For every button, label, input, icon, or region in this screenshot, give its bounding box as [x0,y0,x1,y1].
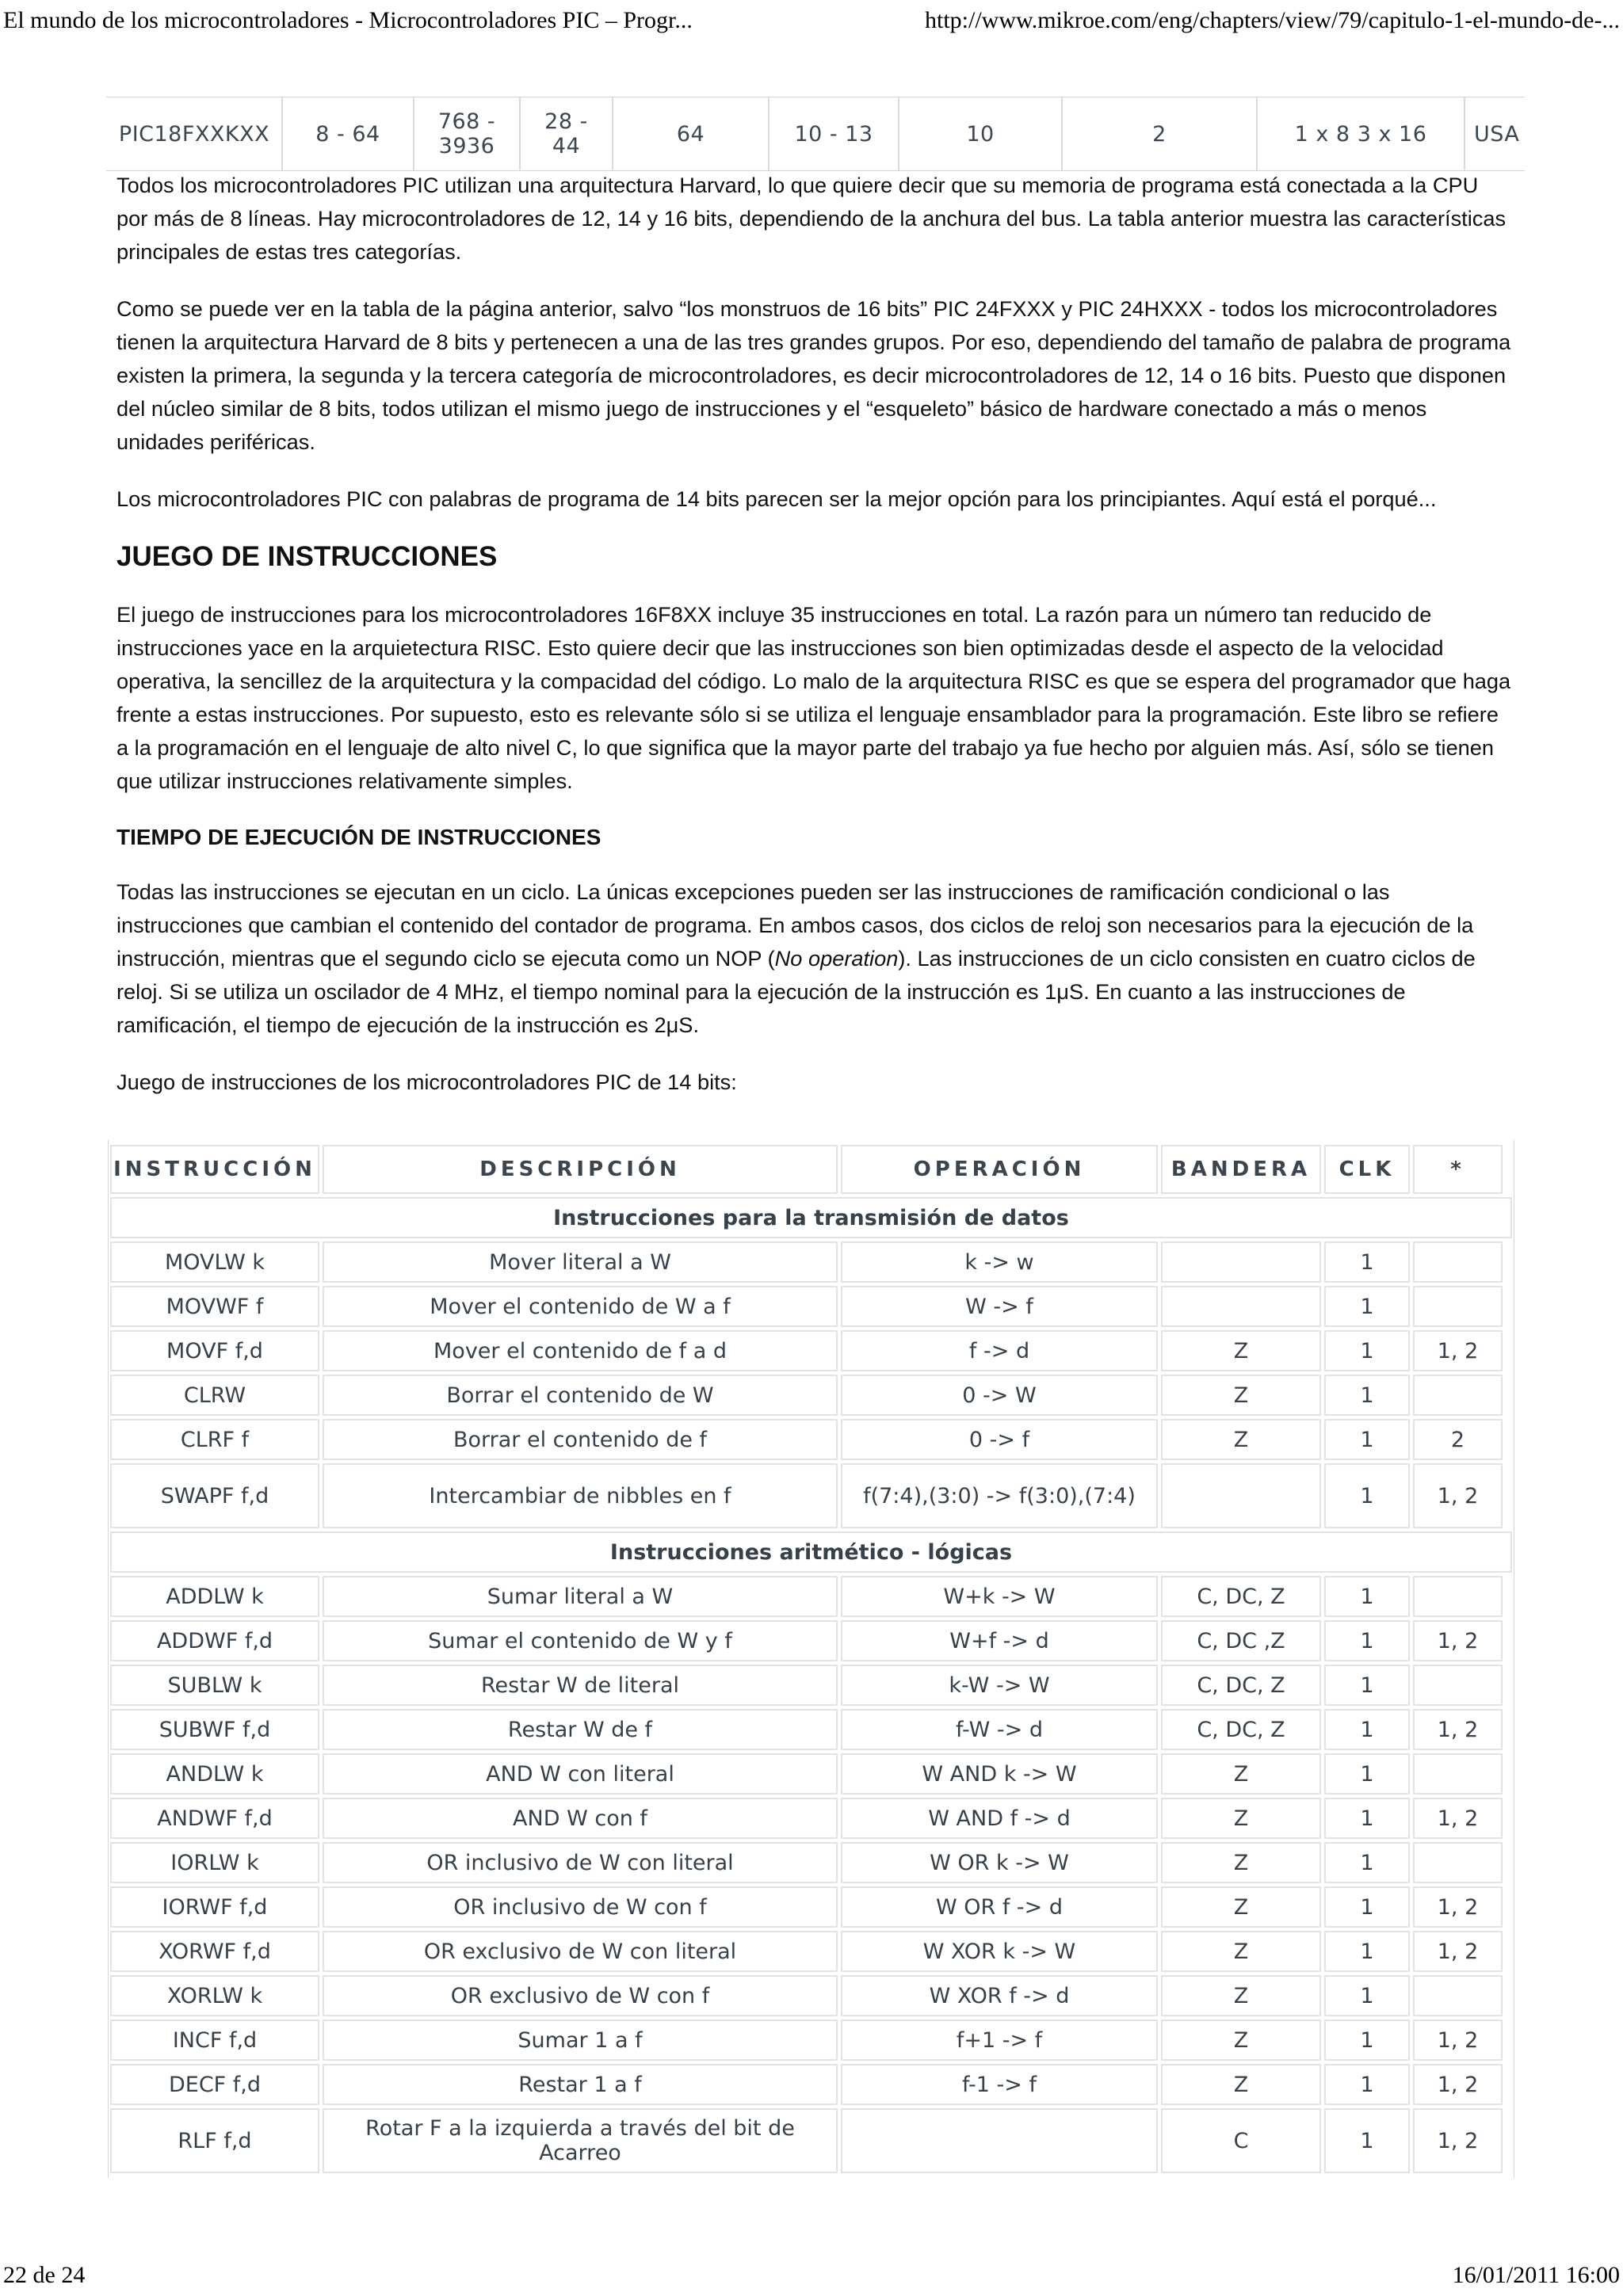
table-row [109,2107,1514,2175]
table-row [109,1574,1514,1619]
paragraph-ciclos-a: Todas las instrucciones se ejecutan en un ciclo. La únicas excepciones pueden ser las instrucciones de ramificación condicional o las instrucciones que cambian el contenido del contador de programa. En ambos casos, dos ciclos de reloj son necesarios para la ejecución de la instrucción, mientras que el segundo ciclo se ejecuta como un NOP ( [116,879,1474,971]
cell-notes: 2 [1413,1419,1503,1460]
paragraph-categories: Como se puede ver en la tabla de la página anterior, salvo “los monstruos de 16 bits” PIC 24FXXX y PIC 24HXXX - todos los microcontroladores tienen la arquitectura Harvard de 8 bits y pertenecen a una de las tres grandes grupos. Por eso, dependiendo del tamaño de palabra de programa existen la primera, la segunda y la tercera categoría de microcontroladores, es decir microcontroladores de 12, 14 o 16 bits. Puesto que disponen del núcleo similar de 8 bits, todos utilizan el mismo juego de instrucciones y el “esqueleto” básico de hardware conectado a más o menos unidades periféricas. [116,296,1511,454]
header-flag: BANDERA [1161,1145,1321,1194]
cell-notes [1413,1375,1503,1416]
cell-operation: 0 -> f [841,1419,1158,1460]
top-table-column [414,97,520,170]
table-row [109,1240,1514,1284]
cell-notes: 1, 2 [1413,1709,1503,1750]
cell-clk: 1 [1324,1620,1410,1661]
cell-flag: Z [1161,1842,1321,1883]
top-table-cell: 2 [1152,121,1167,147]
table-row [109,1417,1514,1462]
cell-operation: f-1 -> f [841,2064,1158,2105]
cell-operation: W AND f -> d [841,1798,1158,1839]
cell-description: AND W con literal [323,1753,838,1794]
cell-clk: 1 [1324,1886,1410,1928]
instruction-table [108,1140,1514,2178]
cell-flag: C, DC, Z [1161,1576,1321,1617]
top-table-column [613,97,769,170]
cell-operation [841,2108,1158,2173]
cell-clk: 1 [1324,1463,1410,1528]
cell-flag [1161,1286,1321,1327]
top-table-column [1062,97,1257,170]
cell-operation: k -> w [841,1241,1158,1283]
cell-clk: 1 [1324,1842,1410,1883]
cell-instruction: SUBLW k [110,1665,319,1706]
cell-description: Mover el contenido de f a d [323,1330,838,1371]
cell-clk: 1 [1324,1975,1410,2016]
cell-instruction: XORLW k [110,1975,319,2016]
cell-operation: W XOR f -> d [841,1975,1158,2016]
cell-clk: 1 [1324,1241,1410,1283]
cell-flag: Z [1161,2064,1321,2105]
top-table-cell: PIC18FXXKXX [118,121,270,147]
paragraph-ciclos-b: ). Las instrucciones de un ciclo consisten en cuatro ciclos de reloj. Si se utiliza un oscilador de 4 MHz, el tiempo nominal para la ejecución de la instrucción es 1μS. En cuanto a las instrucciones de ramificación, el tiempo de ejecución de la instrucción es 2μS. [116,946,1476,1037]
article-content [116,169,1511,1123]
cell-notes: 1, 2 [1413,1798,1503,1839]
cell-clk: 1 [1324,1330,1410,1371]
cell-flag: Z [1161,1798,1321,1839]
table-row [109,1284,1514,1329]
top-table-column [899,97,1062,170]
cell-notes: 1, 2 [1413,2064,1503,2105]
cell-flag: C, DC, Z [1161,1665,1321,1706]
cell-operation: W OR k -> W [841,1842,1158,1883]
paragraph-harvard: Todos los microcontroladores PIC utilizan una arquitectura Harvard, lo que quiere decir que su memoria de programa está conectada a la CPU por más de 8 líneas. Hay microcontroladores de 12, 14 y 16 bits, dependiendo de la anchura del bus. La tabla anterior muestra las características principales de estas tres categorías. [116,173,1507,264]
cell-instruction: DECF f,d [110,2064,319,2105]
cell-clk: 1 [1324,2064,1410,2105]
cell-operation: f-W -> d [841,1709,1158,1750]
cell-notes [1413,1665,1503,1706]
cell-instruction: ANDLW k [110,1753,319,1794]
top-table-cell: 28 - 44 [544,109,588,158]
cell-operation: W XOR k -> W [841,1931,1158,1972]
table-row [109,1796,1514,1840]
cell-notes: 1, 2 [1413,1931,1503,1972]
top-partial-table [106,97,1525,171]
cell-flag: C, DC ,Z [1161,1620,1321,1661]
top-table-cell: 768 - 3936 [437,109,496,158]
cell-notes: 1, 2 [1413,1886,1503,1928]
cell-notes: 1, 2 [1413,1330,1503,1371]
cell-notes: 1, 2 [1413,1463,1503,1528]
header-title: El mundo de los microcontroladores - Microcontroladores PIC – Progr... [3,7,693,33]
cell-description: AND W con f [323,1798,838,1839]
table-row [109,1885,1514,1929]
cell-operation: W+k -> W [841,1576,1158,1617]
cell-instruction: SUBWF f,d [110,1709,319,1750]
cell-notes [1413,1241,1503,1283]
cell-flag: Z [1161,1975,1321,2016]
top-table-column [106,97,282,170]
cell-clk: 1 [1324,1753,1410,1794]
header-operation: OPERACIÓN [841,1145,1158,1194]
cell-description: Borrar el contenido de W [323,1375,838,1416]
cell-description: OR exclusivo de W con literal [323,1931,838,1972]
cell-instruction: XORWF f,d [110,1931,319,1972]
cell-description: Sumar 1 a f [323,2019,838,2061]
cell-operation: f(7:4),(3:0) -> f(3:0),(7:4) [841,1463,1158,1528]
cell-operation: k-W -> W [841,1665,1158,1706]
cell-operation: W+f -> d [841,1620,1158,1661]
cell-notes [1413,1842,1503,1883]
table-row [109,2062,1514,2107]
cell-clk: 1 [1324,1419,1410,1460]
cell-notes: 1, 2 [1413,2019,1503,2061]
cell-description: Rotar F a la izquierda a través del bit de Acarreo [323,2108,838,2173]
table-row [109,1974,1514,2018]
cell-description: Restar 1 a f [323,2064,838,2105]
table-row [109,1707,1514,1752]
top-table-cell: USA [1474,121,1520,147]
header-description: DESCRIPCIÓN [323,1145,838,1194]
table-row [109,1752,1514,1796]
nop-term: No operation [774,946,899,971]
cell-instruction: IORWF f,d [110,1886,319,1928]
print-header [3,5,1620,36]
cell-description: OR exclusivo de W con f [323,1975,838,2016]
top-table-column [769,97,899,170]
print-footer [3,2260,1620,2291]
cell-description: Sumar el contenido de W y f [323,1620,838,1661]
cell-instruction: CLRF f [110,1419,319,1460]
table-row [109,1663,1514,1707]
cell-operation: f -> d [841,1330,1158,1371]
table-section-row [109,1196,1514,1240]
cell-instruction: RLF f,d [110,2108,319,2173]
paragraph-table-intro: Juego de instrucciones de los microcontroladores PIC de 14 bits: [116,1070,737,1094]
header-clk: CLK [1324,1145,1410,1194]
cell-clk: 1 [1324,1665,1410,1706]
cell-instruction: INCF f,d [110,2019,319,2061]
cell-flag: Z [1161,1419,1321,1460]
cell-flag [1161,1241,1321,1283]
cell-instruction: MOVWF f [110,1286,319,1327]
cell-notes: 1, 2 [1413,1620,1503,1661]
cell-instruction: MOVF f,d [110,1330,319,1371]
top-table-column [282,97,414,170]
cell-flag: C, DC, Z [1161,1709,1321,1750]
table-row [109,1462,1514,1530]
cell-notes [1413,1576,1503,1617]
cell-instruction: ADDWF f,d [110,1620,319,1661]
cell-instruction: MOVLW k [110,1241,319,1283]
cell-operation: W -> f [841,1286,1158,1327]
heading-juego-instrucciones: JUEGO DE INSTRUCCIONES [116,541,498,572]
heading-tiempo-ejecucion: TIEMPO DE EJECUCIÓN DE INSTRUCCIONES [116,825,601,849]
paragraph-14bit: Los microcontroladores PIC con palabras de programa de 14 bits parecen ser la mejor opción para los principiantes. Aquí está el porqué... [116,486,1437,511]
top-table-column [520,97,613,170]
cell-description: Borrar el contenido de f [323,1419,838,1460]
cell-instruction: ADDLW k [110,1576,319,1617]
cell-flag [1161,1463,1321,1528]
cell-instruction: CLRW [110,1375,319,1416]
cell-flag: Z [1161,1886,1321,1928]
cell-flag: C [1161,2108,1321,2173]
page-number: 22 de 24 [3,2262,86,2288]
section-title: Instrucciones aritmético - lógicas [110,1531,1512,1573]
paragraph-ciclos [116,875,1511,1042]
cell-description: Intercambiar de nibbles en f [323,1463,838,1528]
cell-instruction: IORLW k [110,1842,319,1883]
cell-notes: 1, 2 [1413,2108,1503,2173]
cell-flag: Z [1161,1375,1321,1416]
top-table-cell: 10 [966,121,995,147]
cell-description: Mover el contenido de W a f [323,1286,838,1327]
cell-description: OR inclusivo de W con literal [323,1842,838,1883]
cell-operation: W AND k -> W [841,1753,1158,1794]
table-row [109,2018,1514,2062]
table-section-row [109,1530,1514,1574]
cell-description: OR inclusivo de W con f [323,1886,838,1928]
header-notes: * [1413,1145,1503,1194]
cell-clk: 1 [1324,2108,1410,2173]
cell-clk: 1 [1324,1375,1410,1416]
cell-instruction: ANDWF f,d [110,1798,319,1839]
cell-flag: Z [1161,2019,1321,2061]
top-table-cell: 8 - 64 [315,121,380,147]
top-table-column [1465,97,1525,170]
cell-clk: 1 [1324,1286,1410,1327]
cell-description: Restar W de literal [323,1665,838,1706]
cell-clk: 1 [1324,2019,1410,2061]
cell-flag: Z [1161,1330,1321,1371]
cell-notes [1413,1286,1503,1327]
top-table-column [1257,97,1465,170]
cell-notes [1413,1753,1503,1794]
cell-operation: W OR f -> d [841,1886,1158,1928]
paragraph-risc: El juego de instrucciones para los microcontroladores 16F8XX incluye 35 instrucciones en total. La razón para un número tan reducido de instrucciones yace en la arquietectura RISC. Esto quiere decir que las instrucciones son bien optimizadas desde el aspecto de la velocidad operativa, la sencillez de la arquitectura y la compacidad del código. Lo malo de la arquitectura RISC es que se espera del programador que haga frente a estas instrucciones. Por supuesto, esto es relevante sólo si se utiliza el lenguaje ensamblador para la programación. Este libro se refiere a la programación en el lenguaje de alto nivel C, lo que significa que la mayor parte del trabajo ya fue hecho por alguien más. Así, sólo se tienen que utilizar instrucciones relativamente simples. [116,602,1511,793]
cell-description: Restar W de f [323,1709,838,1750]
cell-flag: Z [1161,1753,1321,1794]
cell-flag: Z [1161,1931,1321,1972]
cell-notes [1413,1975,1503,2016]
top-table-cell: 64 [676,121,705,147]
cell-operation: 0 -> W [841,1375,1158,1416]
cell-clk: 1 [1324,1798,1410,1839]
table-row [109,1329,1514,1373]
table-row [109,1373,1514,1417]
cell-clk: 1 [1324,1576,1410,1617]
table-row [109,1929,1514,1974]
section-title: Instrucciones para la transmisión de datos [110,1197,1512,1238]
cell-description: Sumar literal a W [323,1576,838,1617]
top-table-cell: 1 x 8 3 x 16 [1294,121,1427,147]
cell-clk: 1 [1324,1931,1410,1972]
table-header-row [109,1143,1514,1196]
header-url: http://www.mikroe.com/eng/chapters/view/79/capitulo-1-el-mundo-de-... [925,7,1620,33]
table-row [109,1840,1514,1885]
cell-operation: f+1 -> f [841,2019,1158,2061]
table-row [109,1619,1514,1663]
cell-description: Mover literal a W [323,1241,838,1283]
cell-instruction: SWAPF f,d [110,1463,319,1528]
print-datetime: 16/01/2011 16:00 [1452,2262,1620,2288]
header-instruction: INSTRUCCIÓN [110,1145,319,1194]
top-table-cell: 10 - 13 [794,121,873,147]
cell-clk: 1 [1324,1709,1410,1750]
